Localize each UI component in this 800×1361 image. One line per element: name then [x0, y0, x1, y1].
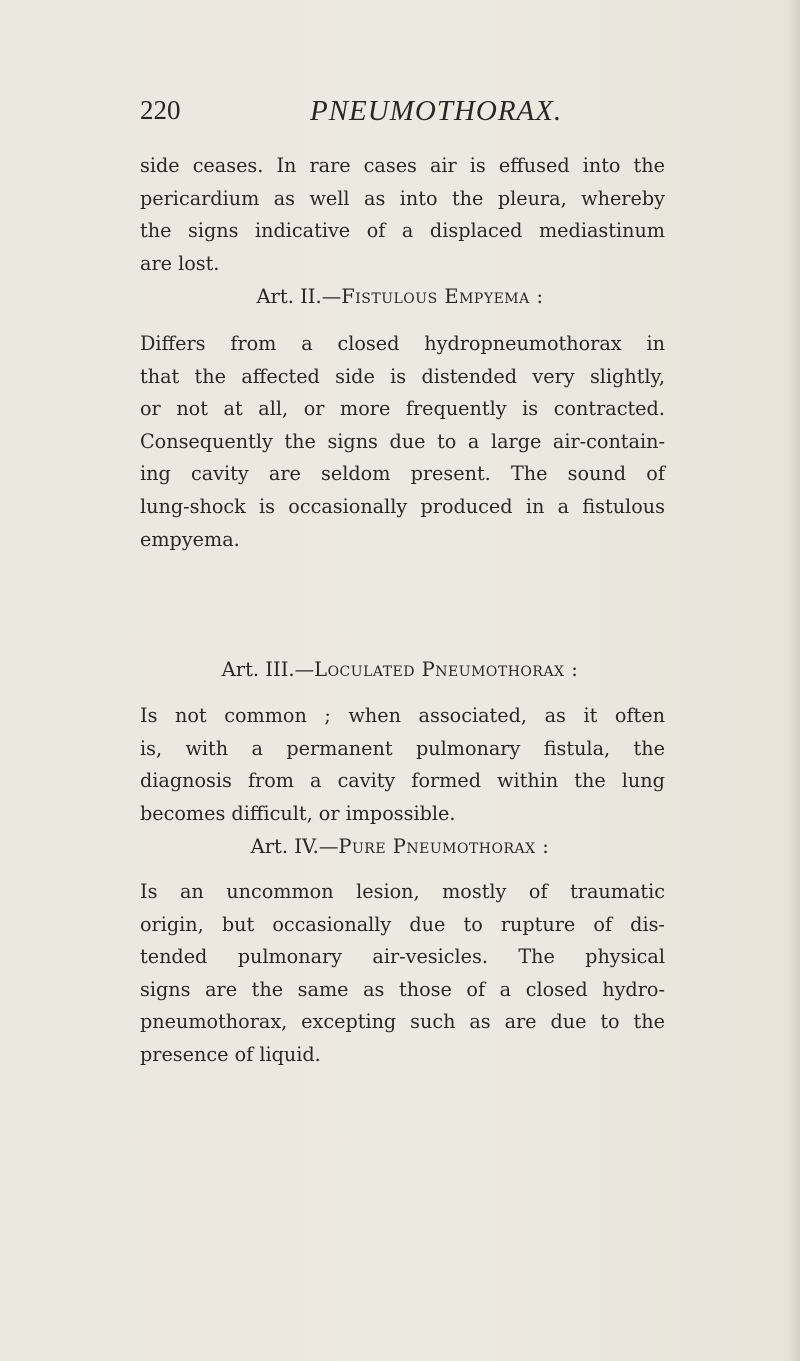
word: occasionally — [272, 912, 392, 936]
word: when — [348, 704, 401, 727]
word: mediastinum — [538, 219, 665, 243]
word: fistulous — [582, 494, 665, 518]
word: distended — [421, 364, 518, 388]
word: effused — [498, 154, 570, 177]
word: are — [504, 1010, 537, 1034]
word: to — [437, 429, 457, 453]
word: the — [574, 769, 606, 793]
word: are — [205, 977, 238, 1001]
word: cavity — [337, 769, 396, 793]
word: displaced — [429, 219, 523, 243]
word: due — [409, 912, 446, 936]
word: a — [310, 769, 322, 793]
word: of — [466, 977, 486, 1001]
word: formed — [411, 769, 482, 793]
word: of — [593, 912, 613, 936]
word: large — [490, 429, 542, 453]
word: that — [140, 364, 180, 388]
word: dis- — [630, 912, 665, 936]
heading-title: Fistulous Empyema : — [341, 285, 544, 308]
text-line — [140, 458, 665, 491]
text-line — [140, 1006, 665, 1039]
word: pleura, — [497, 186, 567, 210]
word: well — [309, 186, 350, 210]
text-line — [140, 361, 665, 394]
word: tended — [140, 945, 208, 969]
word: of — [366, 219, 386, 243]
word: hydropneumothorax — [424, 332, 622, 355]
word: affected — [241, 364, 320, 388]
word: seldom — [321, 462, 391, 486]
word: is — [390, 364, 407, 388]
word: fistula, — [543, 736, 611, 760]
word: not — [176, 397, 208, 421]
word: in — [646, 332, 665, 355]
word: signs — [187, 219, 239, 243]
paragraph-loculated-pneumothorax — [140, 700, 665, 830]
word: is, — [140, 736, 163, 760]
word: air — [429, 154, 457, 177]
word: the — [140, 219, 172, 243]
word: associated, — [418, 704, 527, 727]
page-header — [140, 95, 660, 135]
heading-prefix: Art. IV.— — [250, 835, 339, 858]
text-line — [140, 215, 665, 248]
heading-title: Pure Pneumothorax : — [338, 835, 550, 858]
word: the — [194, 364, 226, 388]
word: due — [550, 1010, 587, 1034]
word: the — [633, 1010, 665, 1034]
word: into — [582, 154, 621, 177]
text-line — [140, 733, 665, 766]
page-number: 220 — [140, 95, 181, 125]
word: Is — [140, 880, 158, 903]
word: is — [259, 494, 276, 518]
word: is — [469, 154, 486, 177]
word: as — [364, 186, 386, 210]
word: sound — [567, 462, 627, 486]
word: to — [463, 912, 483, 936]
word: all, — [258, 397, 289, 421]
text-line: presence of liquid. — [140, 1042, 321, 1066]
word: a — [499, 977, 512, 1001]
word: contracted. — [553, 397, 665, 421]
word: side — [140, 154, 180, 177]
word: but — [221, 912, 255, 936]
word: indicative — [255, 219, 351, 243]
word: ; — [324, 704, 331, 727]
section-heading-art-iii — [0, 658, 800, 681]
word: the — [633, 154, 665, 177]
word: as — [544, 704, 566, 727]
word: same — [297, 977, 349, 1001]
text-line — [140, 941, 665, 974]
word: uncommon — [226, 880, 334, 903]
word: permanent — [286, 736, 393, 760]
text-line — [140, 909, 665, 942]
word: lung — [621, 769, 665, 793]
word: closed — [337, 332, 400, 355]
word: origin, — [140, 912, 204, 936]
word: pneumothorax, — [140, 1010, 288, 1034]
word: Is — [140, 704, 158, 727]
section-heading-art-iv — [0, 835, 800, 858]
text-line — [140, 765, 665, 798]
word: the — [251, 977, 284, 1001]
running-title: PNEUMOTHORAX. — [310, 95, 563, 127]
page-edge-shadow — [788, 0, 800, 1361]
word: a — [467, 429, 480, 453]
word: a — [557, 494, 570, 518]
word: such — [410, 1010, 456, 1034]
word: occasionally — [288, 494, 408, 518]
word: in — [525, 494, 545, 518]
word: are — [268, 462, 301, 486]
word: often — [614, 704, 665, 727]
word: is — [522, 397, 539, 421]
word: frequently — [405, 397, 507, 421]
paragraph-pure-pneumothorax — [140, 876, 665, 1072]
word: or — [303, 397, 325, 421]
text-line — [140, 328, 665, 361]
word: as — [363, 977, 385, 1001]
heading-title: Loculated Pneumothorax : — [314, 658, 579, 681]
word: with — [185, 736, 229, 760]
text-line: are lost. — [140, 251, 220, 275]
word: pulmonary — [415, 736, 521, 760]
word: closed — [525, 977, 588, 1001]
word: slightly, — [589, 364, 665, 388]
word: within — [497, 769, 559, 793]
word: rare — [309, 154, 351, 177]
word: pulmonary — [237, 945, 343, 969]
word: signs — [140, 977, 191, 1001]
text-line — [140, 876, 665, 909]
text-line — [140, 183, 665, 216]
word: diagnosis — [140, 769, 232, 793]
word: of — [646, 462, 665, 486]
word: from — [247, 769, 294, 793]
text-line — [140, 974, 665, 1007]
word: Differs — [140, 332, 206, 355]
word: a — [251, 736, 263, 760]
text-line — [140, 426, 665, 459]
word: excepting — [301, 1010, 397, 1034]
paragraph-fistulous-empyema — [140, 328, 665, 556]
word: into — [399, 186, 438, 210]
word: present. — [410, 462, 491, 486]
text-line: empyema. — [140, 527, 240, 551]
word: mostly — [442, 880, 507, 903]
heading-prefix: Art. II.— — [256, 285, 342, 308]
word: ing — [140, 462, 171, 486]
word: signs — [327, 429, 378, 453]
word: it — [583, 704, 598, 727]
section-heading-art-ii — [0, 285, 800, 308]
word: of — [528, 880, 548, 903]
word: not — [175, 704, 207, 727]
word: In — [276, 154, 297, 177]
word: a — [301, 332, 313, 355]
word: air-contain- — [552, 429, 665, 453]
word: traumatic — [570, 880, 665, 903]
word: an — [179, 880, 204, 903]
text-line — [140, 393, 665, 426]
word: very — [532, 364, 575, 388]
word: lesion, — [356, 880, 420, 903]
word: due — [389, 429, 426, 453]
text-line — [140, 700, 665, 733]
word: as — [273, 186, 296, 210]
word: to — [600, 1010, 620, 1034]
word: from — [230, 332, 277, 355]
word: the — [284, 429, 316, 453]
word: side — [335, 364, 375, 388]
word: produced — [420, 494, 513, 518]
word: The — [518, 945, 555, 969]
word: The — [510, 462, 548, 486]
text-line — [140, 491, 665, 524]
word: Consequently — [140, 429, 273, 453]
word: lung-shock — [140, 494, 246, 518]
word: a — [401, 219, 414, 243]
word: as — [469, 1010, 491, 1034]
word: those — [399, 977, 452, 1001]
heading-prefix: Art. III.— — [221, 658, 315, 681]
word: physical — [585, 945, 665, 969]
word: ceases. — [192, 154, 264, 177]
word: cavity — [190, 462, 249, 486]
word: common — [224, 704, 307, 727]
text-line — [140, 150, 665, 183]
text-line: becomes difficult, or impossible. — [140, 801, 456, 825]
word: the — [633, 736, 665, 760]
word: or — [140, 397, 161, 421]
word: pericardium — [140, 186, 260, 210]
word: air-vesicles. — [372, 945, 488, 969]
word: at — [223, 397, 243, 421]
word: the — [451, 186, 484, 210]
word: whereby — [581, 186, 665, 210]
word: rupture — [500, 912, 576, 936]
paragraph-continuation — [140, 150, 665, 280]
word: hydro- — [602, 977, 665, 1001]
word: more — [340, 397, 391, 421]
word: cases — [363, 154, 417, 177]
